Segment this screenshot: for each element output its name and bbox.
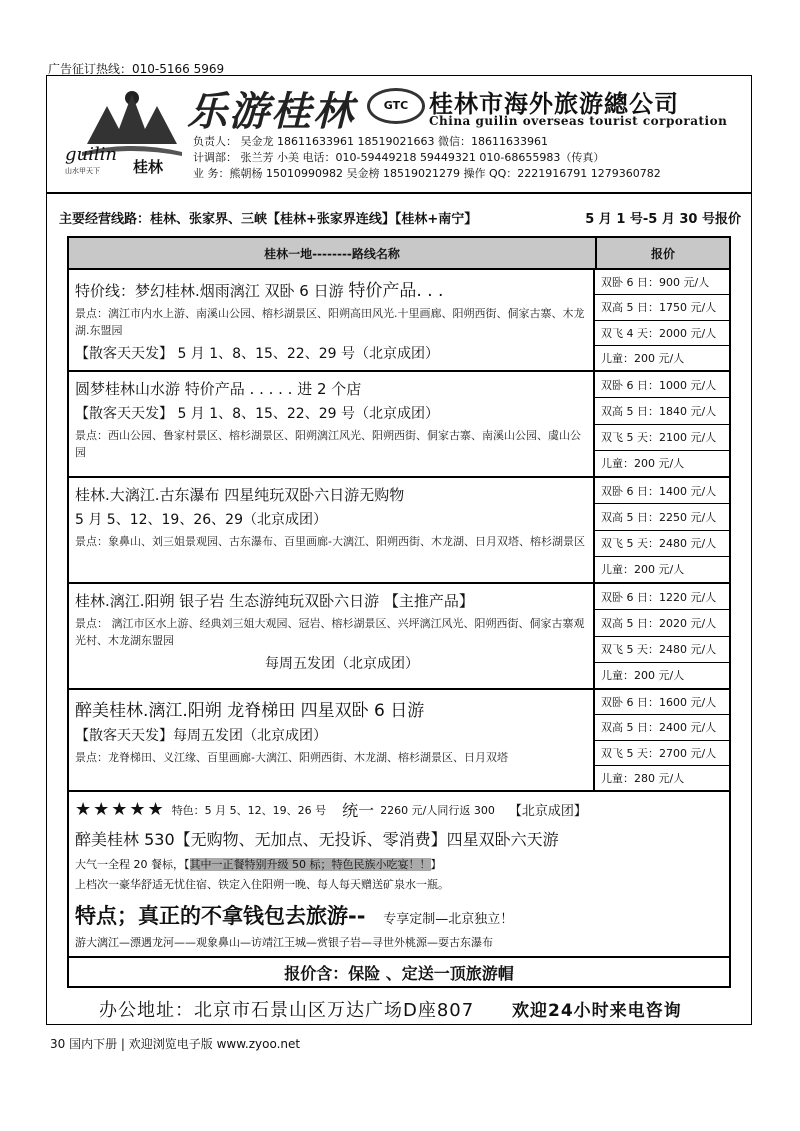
slogan-tail: 专享定制—北京独立！ [383,912,514,927]
price-item: 儿童：280 元/人 [601,771,685,785]
contact-row: 业 务：熊朝杨 15010990982 吴金榜 18519021279 操作 QQ：2221916791 1279360782 [193,167,661,180]
welcome-text: 欢迎24小时来电咨询 [512,1001,682,1021]
price-item: 双卧 6 日：1400 元/人 [595,478,729,504]
route-spots: 景点：漓江市内水上游、南溪山公园、榕杉湖景区、阳朔高田风光.十里画廊、阳朔西街、侗家古寨、木龙湖.东盟园 [75,307,585,337]
meal-highlight: 其中一正餐特别升级 50 标；特色民族小吃宴！！ [189,858,431,871]
route-title-big: 特价产品. . . [348,281,444,301]
special-meals [75,856,723,872]
special-unified: 统一 [342,801,375,820]
slogan-text: 特点；真正的不拿钱包去旅游-- [75,904,366,928]
price-cell [595,270,729,370]
route-spots: 景点：象鼻山、刘三姐景观园、古东瀑布、百里画廊-大漓江、阳朔西街、木龙湖、日月双塔、榕杉湖景区 [75,535,585,548]
logo-text: guilin [65,144,117,165]
special-unified-price: 2260 元/人同行返 300 [380,803,495,817]
price-item: 双高 5 日：1840 元/人 [595,398,729,424]
route-title: 圆梦桂林山水游 特价产品 . . . . . 进 2 个店 [75,380,362,398]
contact-row: 计调部： 张兰芳 小美 电话：010-59449218 59449321 010-68655983（传真） [193,151,605,164]
route-departure: 每周五发团（北京成团） [265,656,419,672]
special-stay: 上档次一豪华舒适无忧住宿、铁定入住阳朔一晚、每人每天赠送矿泉水一瓶。 [75,878,449,891]
price-item: 双卧 6 日：1600 元/人 [595,690,729,715]
table-row [69,584,729,690]
table-row [69,690,729,792]
price-item: 儿童：200 元/人 [601,351,685,365]
agency-en: China guilin overseas tourist corporation [429,114,728,128]
logo-sub: 山水甲天下 [65,167,100,175]
route-spots: 景点：西山公园、鲁家村景区、榕杉湖景区、阳朔漓江风光、阳朔西街、侗家古寨、南溪山公园、虞山公园 [75,429,581,459]
table-row [69,478,729,584]
route-title: 桂林.大漓江.古东瀑布 四星纯玩双卧六日游无购物 [75,486,405,504]
special-unified-tail: 【北京成团】 [508,804,587,819]
brand-script: 乐游桂林 [187,88,355,135]
route-title [75,276,587,301]
price-item: 双飞 5 天：2480 元/人 [595,637,729,663]
table-header [69,238,729,270]
route-cell [69,584,595,688]
special-itinerary: 游大漓江—漂遇龙河——观象鼻山—访靖江王城—赏银子岩—寻世外桃源—耍古东瀑布 [75,936,493,949]
price-item: 双卧 6 日：900 元/人 [595,270,729,295]
price-item: 双飞 5 天：2700 元/人 [595,741,729,766]
guilin-logo [65,84,187,179]
route-departure: 【散客天天发】 5 月 1、8、15、22、29 号（北京成团） [75,346,439,362]
route-departure: 5 月 5、12、19、26、29（北京成团） [75,512,327,528]
special-header [75,798,723,821]
price-item: 儿童：200 元/人 [601,669,685,683]
routes-line [59,208,741,227]
contacts [193,134,661,182]
price-item: 双卧 6 日：1220 元/人 [595,584,729,610]
route-cell [69,270,595,370]
price-cell [595,584,729,688]
table-row [69,372,729,478]
route-table [67,236,731,988]
price-item: 双飞 5 天：2480 元/人 [595,531,729,557]
page-footer: 30 国内下册 | 欢迎浏览电子版 www.zyoo.net [50,1037,301,1051]
route-title: 醉美桂林.漓江.阳朔 龙脊梯田 四星双卧 6 日游 [75,701,425,721]
route-spots: 景点：龙脊梯田、义江缘、百里画廊-大漓江、阳朔西街、木龙湖、榕杉湖景区、日月双塔 [75,751,508,764]
price-includes: 报价含：保险 、定送一顶旅游帽 [69,958,729,986]
special-offer [69,792,729,958]
price-item: 双高 5 日：2400 元/人 [595,715,729,740]
special-feature: 特色：5 月 5、12、19、26 号 [171,803,327,817]
price-item: 儿童：200 元/人 [601,457,685,471]
route-spots: 景点： 漓江市区水上游、经典刘三姐大观园、冠岩、榕杉湖景区、兴坪漓江风光、阳朔西街、侗家古寨观光村、木龙湖东盟园 [75,617,585,647]
route-cell [69,478,595,582]
meal-prefix: 大气一全程 20 餐标，【 [75,858,190,871]
header-price: 报价 [650,246,675,261]
logo-char: 桂林 [133,158,164,176]
route-departure: 【散客天天发】每周五发团（北京成团） [75,728,327,744]
header-route: 桂林一地--------路线名称 [69,238,597,268]
price-item: 双飞 4 天：2000 元/人 [595,321,729,346]
special-slogan [75,900,723,930]
ad-frame [46,75,752,1025]
routes-dates: 5 月 1 号-5 月 30 号报价 [585,212,741,227]
route-departure: 【散客天天发】 5 月 1、8、15、22、29 号（北京成团） [75,406,439,422]
star-rating: ★★★★★ [75,799,166,820]
route-cell [69,690,595,790]
price-item: 双高 5 日：2020 元/人 [595,610,729,636]
ad-hotline: 广告征订热线：010-5166 5969 [48,62,225,76]
price-cell [595,478,729,582]
route-title: 桂林.漓江.阳朔 银子岩 生态游纯玩双卧六日游 【主推产品】 [75,592,474,610]
price-item: 儿童：200 元/人 [601,563,685,577]
agency-name: 桂林市海外旅游總公司 [429,90,679,118]
header [47,76,751,194]
price-item: 双高 5 日：2250 元/人 [595,504,729,530]
office-address: 办公地址：北京市石景山区万达广场D座807 [99,1000,475,1021]
price-cell [595,372,729,476]
price-cell [595,690,729,790]
special-title: 醉美桂林 530【无购物、无加点、无投诉、零消费】四星双卧六天游 [75,830,559,849]
agency-badge: GTC [367,88,425,124]
meal-suffix: 】 [430,858,442,871]
routes-text: 主要经营线路：桂林、张家界、三峡【桂林+张家界连线】【桂林+南宁】 [59,212,478,227]
table-row [69,270,729,372]
price-item: 双卧 6 日：1000 元/人 [595,372,729,398]
price-item: 双高 5 日：1750 元/人 [595,295,729,320]
route-cell [69,372,595,476]
price-item: 双飞 5 天：2100 元/人 [595,425,729,451]
contact-row: 负责人： 吴金龙 18611633961 18519021663 微信：18611633961 [193,135,548,148]
route-title-text: 特价线：梦幻桂林.烟雨漓江 双卧 6 日游 [75,282,344,300]
